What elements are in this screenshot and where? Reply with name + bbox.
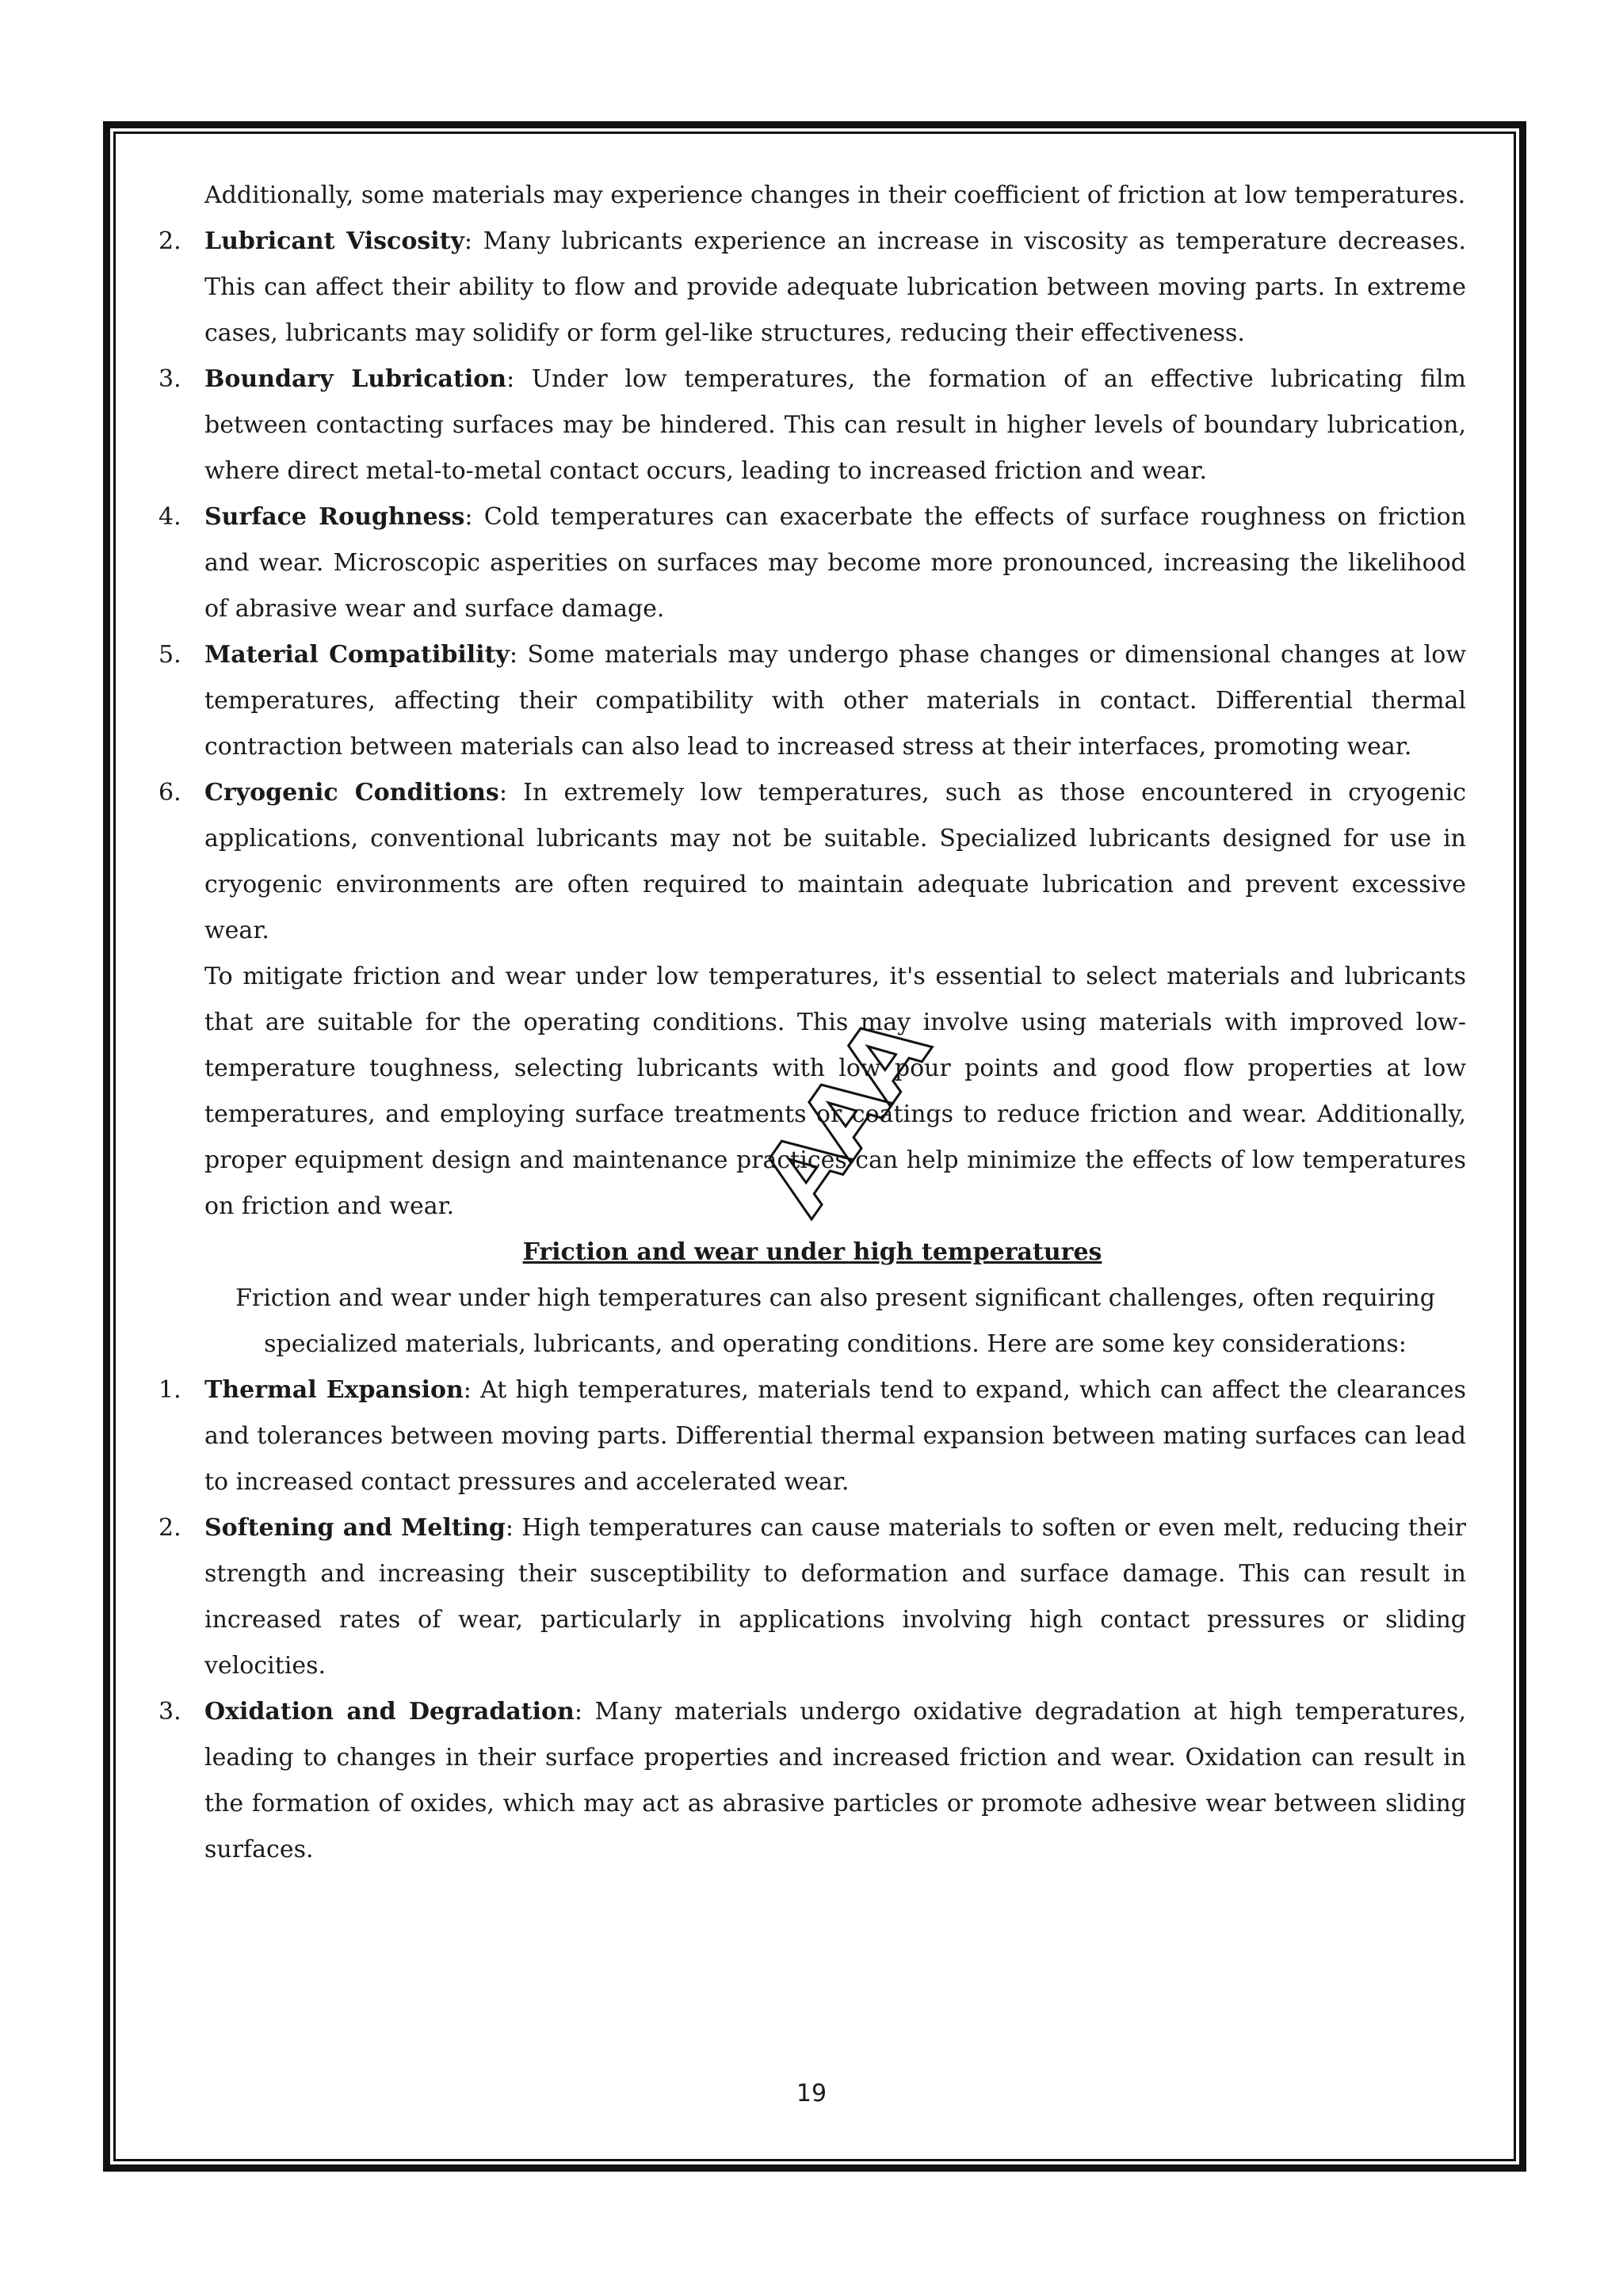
item-title: Softening and Melting bbox=[204, 1514, 506, 1542]
list-item: 2. Softening and Melting: High temperatures can cause materials to soften or even melt, reducing their strength and increasing their susceptibility to deformation and surface damage. This can result in increased rates of wear, particularly in applications involving high contact pressures or sliding velocities. bbox=[158, 1514, 1466, 1680]
item-title: Surface Roughness bbox=[204, 503, 465, 531]
list-item: 6. Cryogenic Conditions: In extremely low temperatures, such as those encountered in cryogenic applications, conventional lubricants may not be suitable. Specialized lubricants designed for use in cryogenic environments are often required to maintain adequate lubrication and prevent excessive wear. bbox=[158, 779, 1466, 944]
low-temperature-list bbox=[158, 219, 1466, 954]
section-intro: Friction and wear under high temperatures can also present significant challenges, often requiring specialized materials, lubricants, and operating conditions. Here are some key considerations: bbox=[235, 1284, 1435, 1358]
watermark: AAA bbox=[739, 1000, 949, 1234]
page-number: 19 bbox=[796, 2080, 827, 2107]
item-title: Oxidation and Degradation bbox=[204, 1698, 575, 1726]
section-heading: Friction and wear under high temperatures bbox=[522, 1238, 1102, 1266]
page-content bbox=[158, 173, 1466, 1873]
item-title: Cryogenic Conditions bbox=[204, 779, 499, 807]
list-item: 5. Material Compatibility: Some materials may undergo phase changes or dimensional changes at low temperatures, affecting their compatibility with other materials in contact. Differential thermal contraction between materials can also lead to increased stress at their interfaces, promoting wear. bbox=[158, 641, 1467, 761]
list-item: 2. Lubricant Viscosity: Many lubricants experience an increase in viscosity as temperature decreases. This can affect their ability to flow and provide adequate lubrication between moving parts. In extreme cases, lubricants may solidify or form gel-like structures, reducing their effectiveness. bbox=[158, 227, 1466, 347]
high-temperature-list bbox=[158, 1367, 1466, 1873]
mitigation-paragraph: To mitigate friction and wear under low temperatures, it's essential to select materials and lubricants that are suitable for the operating conditions. This may involve using materials with improved low-temperature toughness, selecting lubricants with low pour points and good flow properties at low temperatures, and employing surface treatments or coatings to reduce friction and wear. Additionally, proper equipment design and maintenance practices can help minimize the effects of low temperatures on friction and wear. bbox=[204, 963, 1466, 1220]
item-title: Lubricant Viscosity bbox=[204, 227, 464, 255]
list-item: 1. Thermal Expansion: At high temperatures, materials tend to expand, which can affect the clearances and tolerances between moving parts. Differential thermal expansion between mating surfaces can lead to increased contact pressures and accelerated wear. bbox=[158, 1376, 1466, 1496]
item-title: Boundary Lubrication bbox=[204, 365, 507, 393]
intro-continuation: Additionally, some materials may experience changes in their coefficient of friction at low temperatures. bbox=[204, 181, 1466, 209]
list-item: 3. Oxidation and Degradation: Many materials undergo oxidative degradation at high temperatures, leading to changes in their surface properties and increased friction and wear. Oxidation can result in the formation of oxides, which may act as abrasive particles or promote adhesive wear between sliding surfaces. bbox=[158, 1698, 1466, 1863]
list-item: 4. Surface Roughness: Cold temperatures can exacerbate the effects of surface roughness on friction and wear. Microscopic asperities on surfaces may become more pronounced, increasing the likelihood of abrasive wear and surface damage. bbox=[158, 503, 1466, 623]
item-title: Thermal Expansion bbox=[204, 1376, 464, 1404]
item-title: Material Compatibility bbox=[204, 641, 510, 669]
list-item: 3. Boundary Lubrication: Under low temperatures, the formation of an effective lubricating film between contacting surfaces may be hindered. This can result in higher levels of boundary lubrication, where direct metal-to-metal contact occurs, leading to increased friction and wear. bbox=[158, 365, 1467, 485]
